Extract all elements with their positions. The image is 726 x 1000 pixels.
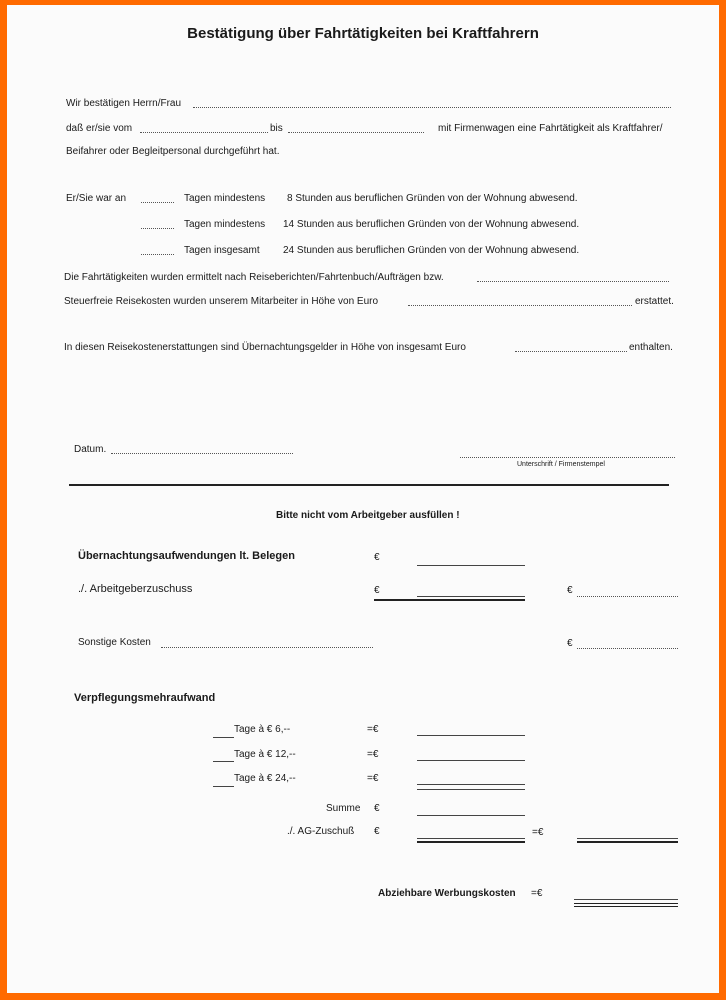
datum-field[interactable] (111, 453, 293, 454)
eq-euro-24: =€ (367, 773, 379, 784)
absence-row-1-label: Tagen mindestens (184, 193, 266, 204)
days-14h-field[interactable] (141, 228, 174, 229)
arbeitgeberzuschuss-amount-line[interactable] (417, 596, 525, 597)
summe-amount[interactable] (417, 815, 525, 816)
tage-24-label: Tage à € 24,-- (234, 773, 296, 784)
erstattet-text: erstattet. (635, 296, 674, 307)
tage-24-underline (417, 789, 525, 790)
arbeitgeberzuschuss-underline (374, 599, 525, 601)
ag-zuschuss-label: ./. AG-Zuschuß (287, 826, 355, 837)
absence-row-3-hours: 24 Stunden aus beruflichen Gründen von der Wohnung abwesend. (283, 245, 580, 256)
verpflegung-result-underline (577, 841, 678, 843)
eq-euro-ag-zuschuss: =€ (532, 827, 544, 838)
steuerfrei-text: Steuerfreie Reisekosten wurden unserem Mitarbeiter in Höhe von Euro (64, 296, 379, 307)
euro-sign-ag-zuschuss: € (374, 826, 380, 837)
verpflegung-result-line[interactable] (577, 838, 678, 839)
absence-row-1-hours: 8 Stunden aus beruflichen Gründen von der Wohnung abwesend. (287, 193, 578, 204)
intro-line1: Wir bestätigen Herrn/Frau (66, 98, 182, 109)
sonstige-description-field[interactable] (161, 647, 373, 648)
days-8h-field[interactable] (141, 202, 174, 203)
enthalten-text: enthalten. (629, 342, 673, 353)
tage-6-amount[interactable] (417, 735, 525, 736)
abziehbar-double-underline (574, 903, 678, 907)
form-title: Bestätigung über Fahrtätigkeiten bei Kraftfahrern (187, 25, 539, 42)
tage-24-count[interactable] (213, 786, 234, 787)
abziehbar-amount[interactable] (574, 899, 678, 900)
euro-sign-arbeitgeberzuschuss: € (374, 585, 380, 596)
ermittelt-text: Die Fahrtätigkeiten wurden ermittelt nach Reiseberichten/Fahrtenbuch/Aufträgen bzw. (64, 272, 444, 283)
ag-zuschuss-underline (417, 841, 525, 843)
intro-line3: Beifahrer oder Begleitpersonal durchgeführt hat. (66, 146, 280, 157)
tage-6-count[interactable] (213, 737, 234, 738)
absence-row-3-label: Tagen insgesamt (184, 245, 260, 256)
date-to-field[interactable] (288, 132, 424, 133)
euro-sign-uebernachtung: € (374, 552, 380, 563)
steuerfrei-amount-field[interactable] (408, 305, 632, 306)
ermittelt-field[interactable] (477, 281, 669, 282)
tage-12-label: Tage à € 12,-- (234, 749, 296, 760)
uebernachtungsaufwendungen-label: Übernachtungsaufwendungen lt. Belegen (78, 550, 295, 562)
signature-caption: Unterschrift / Firmenstempel (517, 461, 605, 468)
abziehbar-label: Abziehbare Werbungskosten (378, 888, 516, 899)
absence-prefix: Er/Sie war an (66, 193, 127, 204)
name-field[interactable] (193, 107, 671, 108)
form-sheet (7, 5, 719, 993)
absence-row-2-hours: 14 Stunden aus beruflichen Gründen von der Wohnung abwesend. (283, 219, 580, 230)
employee-notice: Bitte nicht vom Arbeitgeber ausfüllen ! (276, 510, 460, 521)
intro-bis: bis (270, 123, 283, 134)
tage-24-amount[interactable] (417, 784, 525, 785)
ag-zuschuss-amount[interactable] (417, 838, 525, 839)
euro-sign-summe: € (374, 803, 380, 814)
eq-euro-abziehbar: =€ (531, 888, 543, 899)
signature-field[interactable] (460, 457, 675, 458)
eq-euro-12: =€ (367, 749, 379, 760)
intro-line2-start: daß er/sie vom (66, 123, 133, 134)
tage-12-count[interactable] (213, 761, 234, 762)
absence-row-2-label: Tagen mindestens (184, 219, 266, 230)
summe-label: Summe (326, 803, 361, 814)
verpflegung-label: Verpflegungsmehraufwand (74, 692, 216, 704)
date-from-field[interactable] (140, 132, 268, 133)
sonstige-label: Sonstige Kosten (78, 637, 151, 648)
uebernachtung-amount-field[interactable] (515, 351, 627, 352)
result-1-line[interactable] (577, 596, 678, 597)
tage-6-label: Tage à € 6,-- (234, 724, 291, 735)
intro-line2-end: mit Firmenwagen eine Fahrtätigkeit als Kraftfahrer/ (438, 123, 663, 134)
uebernachtung-text: In diesen Reisekostenerstattungen sind Übernachtungsgelder in Höhe von insgesamt Euro (64, 342, 466, 353)
euro-sign-sonstige: € (567, 638, 573, 649)
uebernachtung-amount-line[interactable] (417, 565, 525, 566)
days-24h-field[interactable] (141, 254, 174, 255)
tage-12-amount[interactable] (417, 760, 525, 761)
datum-label: Datum. (74, 444, 107, 455)
sonstige-amount-line[interactable] (577, 648, 678, 649)
eq-euro-6: =€ (367, 724, 379, 735)
euro-sign-result-1: € (567, 585, 573, 596)
arbeitgeberzuschuss-label: ./. Arbeitgeberzuschuss (78, 583, 193, 595)
section-divider (69, 484, 669, 486)
